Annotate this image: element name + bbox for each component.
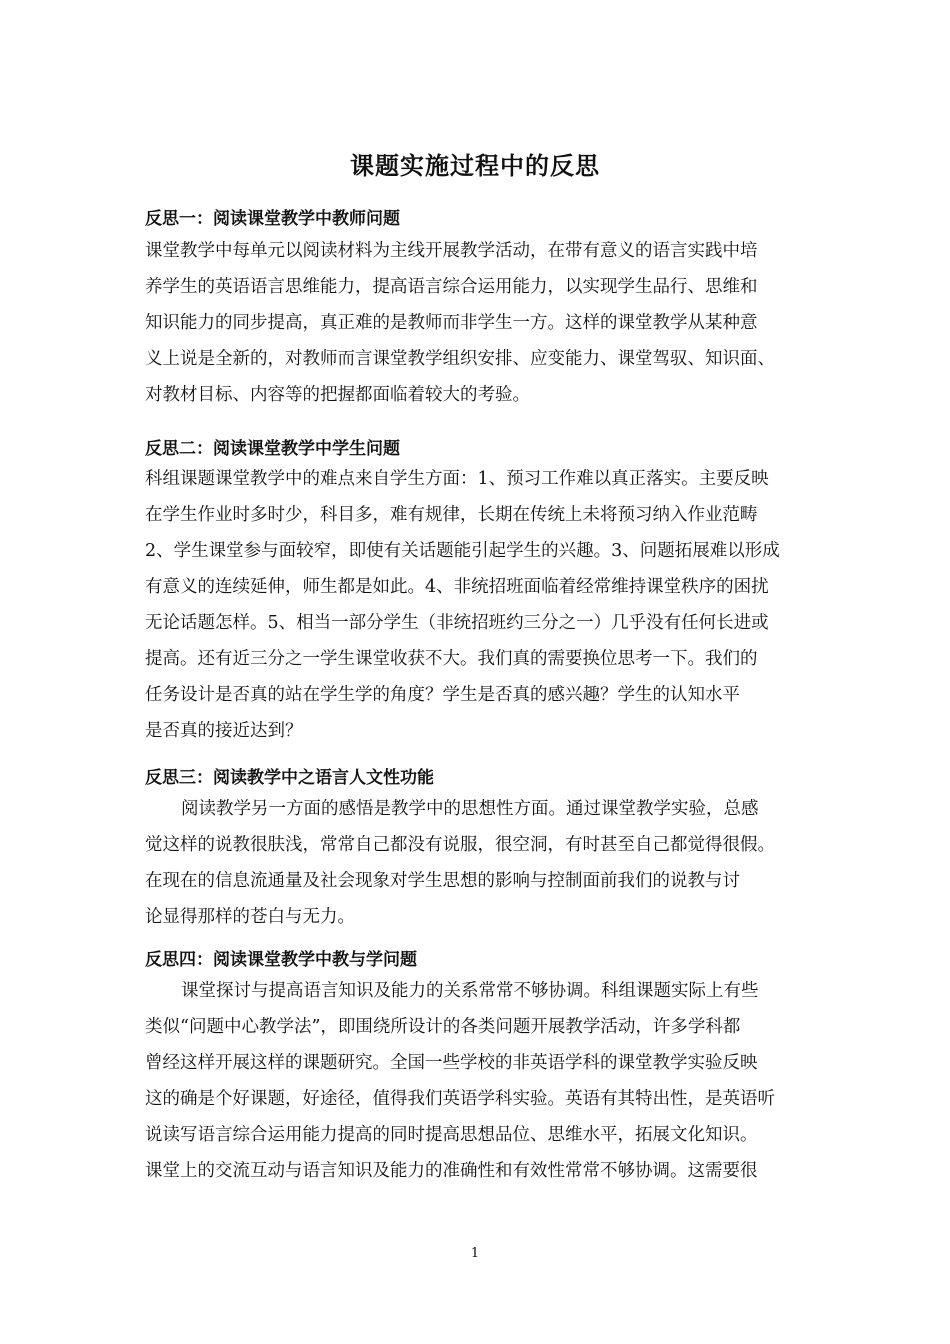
section-heading-1: 反思一：阅读课堂教学中教师问题 [145,209,400,229]
page-number: 1 [470,1246,480,1261]
body-line: 提高。还有近三分之一学生课堂收获不大。我们真的需要换位思考一下。我们的 [145,649,758,669]
body-line: 在现在的信息流通量及社会现象对学生思想的影响与控制面前我们的说教与讨 [145,871,740,891]
body-line: 觉这样的说教很肤浅，常常自己都没有说服，很空洞，有时甚至自己都觉得很假。 [145,835,775,855]
section-body-3 [145,791,815,935]
body-line: 知识能力的同步提高，真正难的是教师而非学生一方。这样的课堂教学从某种意 [145,313,758,333]
body-line: 义上说是全新的，对教师而言课堂教学组织安排、应变能力、课堂驾驭、知识面、 [145,349,775,369]
body-line: 论显得那样的苍白与无力。 [145,907,355,927]
body-line: 2、学生课堂参与面较窄，即使有关话题能引起学生的兴趣。3、问题拓展难以形成 [145,541,780,561]
body-line: 任务设计是否真的站在学生学的角度？学生是否真的感兴趣？学生的认知水平 [145,685,740,705]
section-body-4 [145,973,815,1189]
body-line: 说读写语言综合运用能力提高的同时提高思想品位、思维水平，拓展文化知识。 [145,1125,758,1145]
body-line: 课堂教学中每单元以阅读材料为主线开展教学活动，在带有意义的语言实践中培 [145,241,758,261]
section-body-1 [145,233,815,413]
section-heading-3: 反思三：阅读教学中之语言人文性功能 [145,768,434,788]
body-line: 有意义的连续延伸，师生都是如此。4、非统招班面临着经常维持课堂秩序的困扰 [145,577,769,597]
body-line: 曾经这样开展这样的课题研究。全国一些学校的非英语学科的课堂教学实验反映 [145,1053,758,1073]
body-line: 在学生作业时多时少，科目多，难有规律，长期在传统上未将预习纳入作业范畴 [145,505,758,525]
document-title: 课题实施过程中的反思 [350,151,600,180]
section-heading-2: 反思二：阅读课堂教学中学生问题 [145,439,400,459]
body-line: 对教材目标、内容等的把握都面临着较大的考验。 [145,385,530,405]
body-line: 是否真的接近达到？ [145,721,303,741]
body-line: 阅读教学另一方面的感悟是教学中的思想性方面。通过课堂教学实验，总感 [181,799,759,819]
body-line: 科组课题课堂教学中的难点来自学生方面：1、预习工作难以真正落实。主要反映 [145,469,769,489]
body-line: 类似“问题中心教学法”，即围绕所设计的各类问题开展教学活动，许多学科都 [145,1017,741,1037]
body-line: 课堂探讨与提高语言知识及能力的关系常常不够协调。科组课题实际上有些 [181,981,759,1001]
section-body-2 [145,461,815,749]
section-heading-4: 反思四：阅读课堂教学中教与学问题 [145,950,417,970]
body-line: 这的确是个好课题，好途径，值得我们英语学科实验。英语有其特出性，是英语听 [145,1089,775,1109]
body-line: 课堂上的交流互动与语言知识及能力的准确性和有效性常常不够协调。这需要很 [145,1161,758,1181]
body-line: 养学生的英语语言思维能力，提高语言综合运用能力，以实现学生品行、思维和 [145,277,758,297]
body-line: 无论话题怎样。5、相当一部分学生（非统招班约三分之一）几乎没有任何长进或 [145,613,769,633]
